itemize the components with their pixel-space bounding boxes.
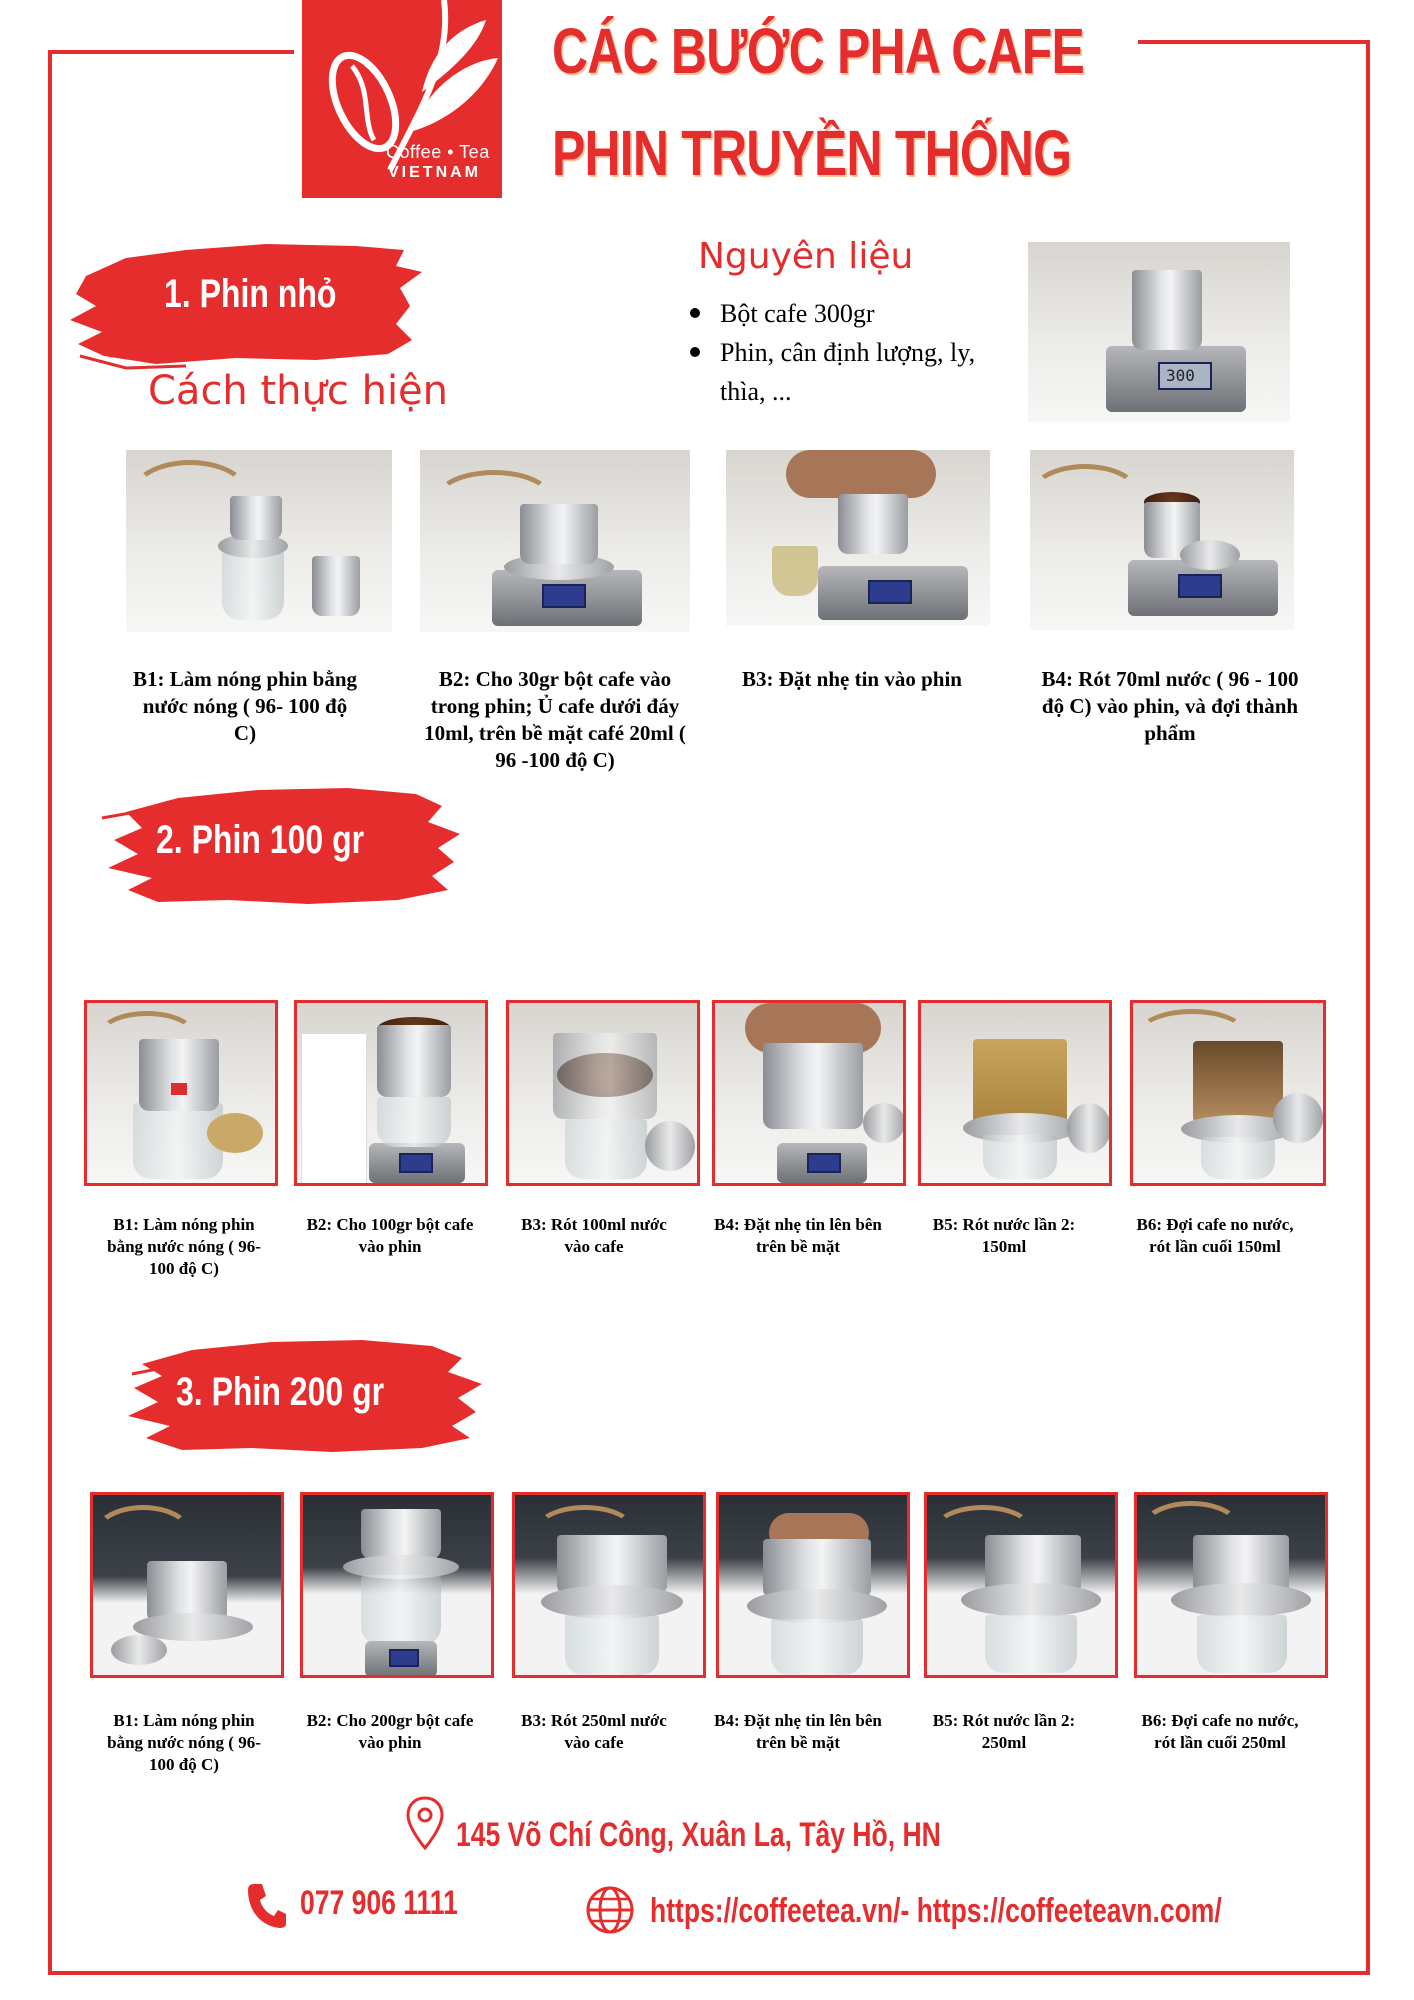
ingredient-item: Phin, cân định lượng, ly, thìa, ... <box>690 333 990 411</box>
s3-step1-photo <box>90 1492 284 1678</box>
s1-step1-caption: B1: Làm nóng phin bằng nước nóng ( 96- 100 độ C) <box>132 667 358 745</box>
s3-step2-photo <box>300 1492 494 1678</box>
frame-left <box>48 50 52 1975</box>
s2-step5-caption: B5: Rót nước lần 2: 150ml <box>932 1215 1076 1256</box>
frame-top-right <box>1138 40 1370 44</box>
s3-step2-caption: B2: Cho 200gr bột cafe vào phin <box>306 1711 474 1752</box>
page-title-line2: PHIN TRUYỀN THỐNG <box>552 117 1072 189</box>
s1-step3-caption: B3: Đặt nhẹ tin vào phin <box>742 667 962 691</box>
section1-label: 1. Phin nhỏ <box>164 272 337 316</box>
s3-step3-photo <box>512 1492 706 1678</box>
s2-step2-photo <box>294 1000 488 1186</box>
s1-step2-caption: B2: Cho 30gr bột cafe vào trong phin; Ủ cafe dưới đáy 10ml, trên bề mặt café 20ml ( 96 -100 độ C) <box>424 667 686 772</box>
brand-logo <box>302 0 502 198</box>
location-pin-icon <box>406 1796 444 1850</box>
s2-step5-photo <box>918 1000 1112 1186</box>
globe-icon <box>584 1884 636 1936</box>
method-heading: Cách thực hiện <box>148 368 449 414</box>
page-title-line1: CÁC BƯỚC PHA CAFE <box>552 15 1085 87</box>
frame-bottom <box>48 1971 1370 1975</box>
s2-step3-caption: B3: Rót 100ml nước vào cafe <box>521 1215 667 1256</box>
logo-line2: VIETNAM <box>388 164 481 181</box>
scale-readout: 300 <box>1166 366 1195 385</box>
s1-step1-photo <box>126 450 392 632</box>
s2-step3-photo <box>506 1000 700 1186</box>
s3-step5-caption: B5: Rót nước lần 2: 250ml <box>932 1711 1076 1752</box>
s1-step4-photo <box>1030 450 1294 630</box>
frame-top-left <box>48 50 294 54</box>
ingredients-photo <box>1028 242 1290 422</box>
frame-right <box>1366 40 1370 1975</box>
ingredient-item: Bột cafe 300gr <box>690 294 990 333</box>
logo-line1: Coffee • Tea <box>386 142 490 162</box>
section2-label: 2. Phin 100 gr <box>156 818 365 862</box>
footer-phone: 077 906 1111 <box>300 1884 458 1922</box>
s3-step4-photo <box>716 1492 910 1678</box>
ingredients-list <box>690 294 990 411</box>
s1-step4-caption: B4: Rót 70ml nước ( 96 - 100 độ C) vào phin, và đợi thành phẩm <box>1041 667 1299 745</box>
footer-websites[interactable]: https://coffeetea.vn/- https://coffeeteavn.com/ <box>650 1892 1222 1930</box>
s2-step2-caption: B2: Cho 100gr bột cafe vào phin <box>306 1215 474 1256</box>
s2-step6-caption: B6: Đợi cafe no nước, rót lần cuối 150ml <box>1136 1215 1294 1256</box>
s3-step6-caption: B6: Đợi cafe no nước, rót lần cuối 250ml <box>1141 1711 1299 1752</box>
s3-step3-caption: B3: Rót 250ml nước vào cafe <box>521 1711 667 1752</box>
s3-step6-photo <box>1134 1492 1328 1678</box>
s3-step1-caption: B1: Làm nóng phin bằng nước nóng ( 96-100 độ C) <box>107 1711 261 1774</box>
s2-step4-photo <box>712 1000 906 1186</box>
s2-step1-caption: B1: Làm nóng phin bằng nước nóng ( 96-100 độ C) <box>107 1215 261 1278</box>
s3-step5-photo <box>924 1492 1118 1678</box>
s1-step2-photo <box>420 450 690 632</box>
footer-address: 145 Võ Chí Công, Xuân La, Tây Hồ, HN <box>456 1816 941 1854</box>
s3-step4-caption: B4: Đặt nhẹ tin lên bên trên bề mặt <box>714 1711 882 1752</box>
ingredients-heading: Nguyên liệu <box>698 236 914 277</box>
s2-step1-photo <box>84 1000 278 1186</box>
phone-icon <box>246 1882 286 1928</box>
s2-step4-caption: B4: Đặt nhẹ tin lên bên trên bề mặt <box>714 1215 882 1256</box>
s1-step3-photo <box>726 450 990 626</box>
s2-step6-photo <box>1130 1000 1326 1186</box>
section3-label: 3. Phin 200 gr <box>176 1370 385 1414</box>
